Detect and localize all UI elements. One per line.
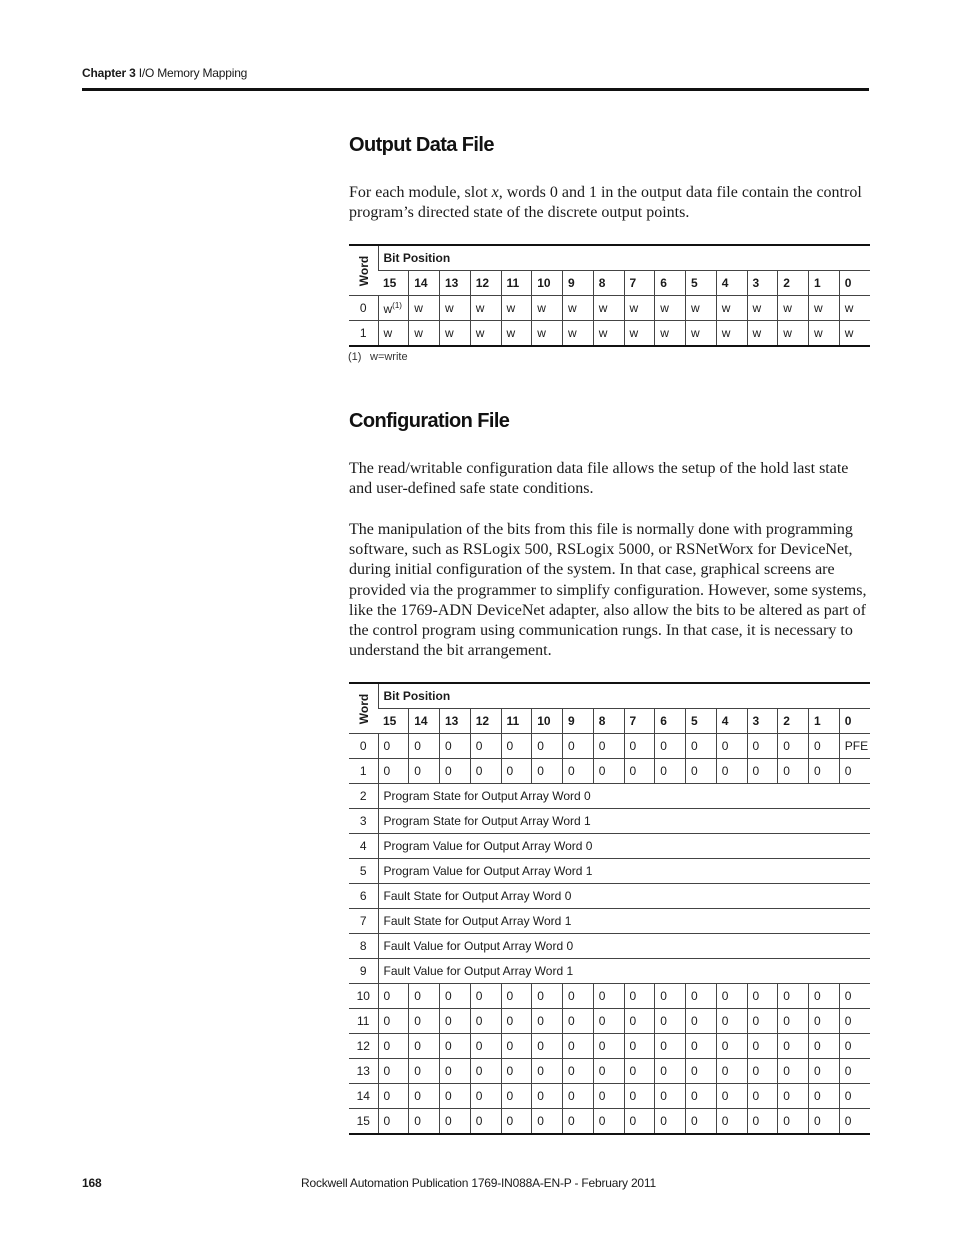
- table-row: [349, 809, 870, 834]
- bit-cell: w: [809, 296, 840, 321]
- bit-cell: 0: [747, 1109, 778, 1135]
- bit-cell: 0: [624, 1009, 655, 1034]
- bit-cell: 0: [839, 1034, 870, 1059]
- bit-cell: 0: [378, 1009, 409, 1034]
- bit-number-header: 2: [778, 709, 809, 734]
- bit-number-header: 0: [839, 271, 870, 296]
- bit-number-header: 9: [563, 271, 594, 296]
- word-number: 4: [349, 834, 378, 859]
- bit-cell: 0: [532, 734, 563, 759]
- word-number: 2: [349, 784, 378, 809]
- configuration-paragraph-2: The manipulation of the bits from this file is normally done with programming software, such as RSLogix 500, RSLogix 5000, or RSNetWorx for DeviceNet, during initial configuration of the system. In that case, graphical screens are provided via the programmer to simplify configuration. However, some systems, like the 1769-ADN DeviceNet adapter, also allow the bits to be altered as part of the control program using communication rungs. In that case, it is necessary to understand the bit arrangement.: [349, 521, 867, 660]
- bit-cell: 0: [778, 984, 809, 1009]
- bit-number-header: 13: [440, 271, 471, 296]
- bit-cell: 0: [470, 1009, 501, 1034]
- footnote-text: w=write: [370, 351, 408, 363]
- bit-cell: 0: [532, 1034, 563, 1059]
- bit-cell: 0: [716, 734, 747, 759]
- bit-cell: 0: [624, 1084, 655, 1109]
- bit-cell: 0: [778, 759, 809, 784]
- bit-cell: 0: [470, 984, 501, 1009]
- row-description: Fault Value for Output Array Word 0: [378, 934, 870, 959]
- bit-cell: 0: [378, 759, 409, 784]
- table-row: [349, 1059, 870, 1084]
- bit-cell: 0: [624, 734, 655, 759]
- bit-cell: 0: [778, 1034, 809, 1059]
- bit-cell: 0: [716, 1059, 747, 1084]
- bit-cell: 0: [563, 1084, 594, 1109]
- row-description: Program Value for Output Array Word 0: [378, 834, 870, 859]
- bit-cell: 0: [593, 1059, 624, 1084]
- bit-number-header: 6: [655, 709, 686, 734]
- bit-cell: 0: [839, 759, 870, 784]
- bit-number-header: 15: [378, 271, 409, 296]
- bit-number-header: 8: [593, 271, 624, 296]
- bit-cell: 0: [409, 1009, 440, 1034]
- bit-number-header: 10: [532, 271, 563, 296]
- bit-cell: 0: [563, 1034, 594, 1059]
- bit-number-header: 11: [501, 709, 532, 734]
- bit-cell: w: [593, 321, 624, 347]
- bit-cell: 0: [809, 1109, 840, 1135]
- bit-cell: w: [839, 296, 870, 321]
- bit-cell: w: [747, 321, 778, 347]
- bit-cell: w: [716, 321, 747, 347]
- table-row: [349, 834, 870, 859]
- bit-cell: w: [809, 321, 840, 347]
- bit-cell: 0: [532, 1059, 563, 1084]
- bit-number-header: 5: [686, 271, 717, 296]
- bit-cell: 0: [532, 1084, 563, 1109]
- bit-cell: 0: [624, 984, 655, 1009]
- word-number: 0: [349, 296, 378, 321]
- bit-cell: w: [778, 296, 809, 321]
- bit-cell: 0: [593, 1034, 624, 1059]
- bit-cell: w: [686, 296, 717, 321]
- bit-number-header: 15: [378, 709, 409, 734]
- bit-cell: 0: [655, 1084, 686, 1109]
- bit-cell: 0: [501, 734, 532, 759]
- bit-cell: 0: [440, 1009, 471, 1034]
- word-number: 8: [349, 934, 378, 959]
- bit-number-header: 4: [716, 709, 747, 734]
- bit-cell: 0: [532, 1109, 563, 1135]
- bit-number-header: 3: [747, 709, 778, 734]
- bit-cell: 0: [563, 1009, 594, 1034]
- bit-cell: 0: [655, 734, 686, 759]
- word-number: 3: [349, 809, 378, 834]
- bit-number-header: 0: [839, 709, 870, 734]
- chapter-label: Chapter 3: [82, 66, 136, 80]
- bit-cell: 0: [563, 1109, 594, 1135]
- bit-cell: 0: [378, 1059, 409, 1084]
- section-title-configuration-file: Configuration File: [349, 410, 510, 432]
- bit-number-header: 1: [809, 271, 840, 296]
- bit-cell: 0: [409, 1059, 440, 1084]
- bit-cell: 0: [593, 984, 624, 1009]
- bit-position-header: Bit Position: [378, 245, 870, 271]
- bit-cell: w$^{(1)}$: [378, 296, 409, 321]
- bit-cell: 0: [470, 1109, 501, 1135]
- bit-cell: 0: [501, 984, 532, 1009]
- bit-cell: 0: [440, 1034, 471, 1059]
- bit-number-row: [349, 271, 870, 296]
- bit-number-header: 3: [747, 271, 778, 296]
- bit-cell: 0: [501, 1034, 532, 1059]
- bit-cell: 0: [624, 1059, 655, 1084]
- bit-number-header: 4: [716, 271, 747, 296]
- bit-cell: 0: [409, 1084, 440, 1109]
- section-title-output-data-file: Output Data File: [349, 134, 494, 156]
- header-rule: [82, 88, 869, 91]
- bit-cell: w: [378, 321, 409, 347]
- bit-cell: w: [532, 296, 563, 321]
- table-row: [349, 859, 870, 884]
- word-number: 10: [349, 984, 378, 1009]
- bit-cell: 0: [809, 759, 840, 784]
- bit-number-header: 14: [409, 271, 440, 296]
- bit-number-header: 7: [624, 271, 655, 296]
- word-number: 12: [349, 1034, 378, 1059]
- bit-cell: w: [470, 321, 501, 347]
- table-row: [349, 296, 870, 321]
- bit-number-header: 6: [655, 271, 686, 296]
- bit-cell: 0: [747, 1059, 778, 1084]
- word-number: 15: [349, 1109, 378, 1135]
- bit-cell: 0: [839, 1009, 870, 1034]
- bit-cell: 0: [839, 1109, 870, 1135]
- word-number: 11: [349, 1009, 378, 1034]
- bit-cell: 0: [716, 1009, 747, 1034]
- bit-cell: 0: [440, 1084, 471, 1109]
- table-row: [349, 1109, 870, 1135]
- bit-cell: 0: [563, 984, 594, 1009]
- word-number: 1: [349, 759, 378, 784]
- bit-number-header: 10: [532, 709, 563, 734]
- bit-cell: 0: [501, 1059, 532, 1084]
- table-row: [349, 909, 870, 934]
- bit-cell: 0: [686, 1084, 717, 1109]
- output-data-description-end: , words 0 and 1 in the output data file contain the control program’s directed state of the discrete output points.: [349, 184, 862, 222]
- output-data-description-start: For each module, slot: [349, 184, 492, 201]
- bit-cell: 0: [532, 1009, 563, 1034]
- bit-cell: 0: [809, 1034, 840, 1059]
- bit-cell: w: [501, 321, 532, 347]
- bit-cell: 0: [747, 984, 778, 1009]
- output-data-description: [349, 183, 871, 223]
- word-header-label: Word: [357, 255, 372, 286]
- bit-cell: 0: [624, 759, 655, 784]
- bit-cell: 0: [747, 759, 778, 784]
- bit-cell: 0: [716, 1034, 747, 1059]
- bit-cell: 0: [809, 1059, 840, 1084]
- word-number: 5: [349, 859, 378, 884]
- bit-cell: 0: [686, 1109, 717, 1135]
- bit-cell: 0: [593, 759, 624, 784]
- table-row: [349, 321, 870, 347]
- bit-cell: 0: [378, 1109, 409, 1135]
- row-description: Program Value for Output Array Word 1: [378, 859, 870, 884]
- word-number: 14: [349, 1084, 378, 1109]
- bit-cell: 0: [778, 1084, 809, 1109]
- bit-cell: w: [839, 321, 870, 347]
- slot-variable: x: [491, 184, 499, 201]
- bit-cell: 0: [686, 1059, 717, 1084]
- bit-number-header: 2: [778, 271, 809, 296]
- bit-cell: w: [655, 296, 686, 321]
- bit-cell: 0: [686, 984, 717, 1009]
- bit-cell: 0: [501, 1009, 532, 1034]
- bit-cell: 0: [409, 1109, 440, 1135]
- bit-cell: 0: [778, 1109, 809, 1135]
- bit-cell: 0: [839, 984, 870, 1009]
- bit-number-header: 11: [501, 271, 532, 296]
- bit-cell: w: [716, 296, 747, 321]
- bit-cell: 0: [809, 1084, 840, 1109]
- bit-number-header: 7: [624, 709, 655, 734]
- bit-cell: 0: [809, 734, 840, 759]
- word-number: 1: [349, 321, 378, 347]
- bit-cell: w: [501, 296, 532, 321]
- bit-cell: 0: [470, 734, 501, 759]
- bit-cell: 0: [624, 1034, 655, 1059]
- bit-cell: 0: [655, 984, 686, 1009]
- bit-cell: 0: [593, 1084, 624, 1109]
- table-row: [349, 1009, 870, 1034]
- word-number: 9: [349, 959, 378, 984]
- word-number: 6: [349, 884, 378, 909]
- bit-number-header: 9: [563, 709, 594, 734]
- bit-cell: 0: [409, 734, 440, 759]
- bit-cell: 0: [716, 1109, 747, 1135]
- bit-cell: 0: [716, 984, 747, 1009]
- footnote-number: (1): [348, 351, 362, 363]
- bit-cell: 0: [440, 1109, 471, 1135]
- bit-cell: 0: [809, 984, 840, 1009]
- table-row: [349, 1084, 870, 1109]
- bit-cell: 0: [563, 734, 594, 759]
- bit-cell: 0: [778, 1059, 809, 1084]
- bit-cell: w: [593, 296, 624, 321]
- bit-cell: 0: [409, 984, 440, 1009]
- bit-number-header: 12: [470, 271, 501, 296]
- bit-cell: 0: [532, 759, 563, 784]
- bit-cell: 0: [378, 734, 409, 759]
- row-description: Program State for Output Array Word 0: [378, 784, 870, 809]
- bit-cell: 0: [686, 734, 717, 759]
- bit-cell: w: [563, 321, 594, 347]
- bit-cell: w: [409, 296, 440, 321]
- bit-cell: w: [409, 321, 440, 347]
- footnote-reference: (1): [392, 300, 402, 310]
- table-row: [349, 759, 870, 784]
- bit-cell: 0: [593, 1109, 624, 1135]
- header-row: [349, 245, 870, 271]
- bit-cell: 0: [686, 759, 717, 784]
- bit-cell: w: [440, 296, 471, 321]
- bit-cell: 0: [409, 1034, 440, 1059]
- bit-cell: 0: [470, 759, 501, 784]
- bit-cell: w: [747, 296, 778, 321]
- bit-cell: 0: [686, 1009, 717, 1034]
- row-description: Fault State for Output Array Word 0: [378, 884, 870, 909]
- bit-cell: 0: [378, 1034, 409, 1059]
- bit-cell: 0: [470, 1084, 501, 1109]
- bit-cell: 0: [655, 1009, 686, 1034]
- bit-cell: w: [778, 321, 809, 347]
- bit-cell: 0: [440, 984, 471, 1009]
- bit-cell: 0: [747, 1034, 778, 1059]
- word-column-header: [349, 683, 378, 734]
- bit-cell: 0: [747, 1084, 778, 1109]
- word-number: 7: [349, 909, 378, 934]
- table-row: [349, 934, 870, 959]
- chapter-title: I/O Memory Mapping: [138, 66, 248, 80]
- table-row: [349, 884, 870, 909]
- bit-cell: 0: [655, 1059, 686, 1084]
- bit-cell: w: [624, 296, 655, 321]
- bit-cell: 0: [593, 1009, 624, 1034]
- word-header-label: Word: [357, 693, 372, 724]
- bit-cell: 0: [655, 1034, 686, 1059]
- bit-cell: 0: [378, 1084, 409, 1109]
- bit-cell: w: [655, 321, 686, 347]
- bit-cell: 0: [501, 759, 532, 784]
- bit-cell: 0: [716, 759, 747, 784]
- output-data-table: [349, 244, 870, 347]
- bit-number-row: [349, 709, 870, 734]
- bit-cell: w: [686, 321, 717, 347]
- publication-info: Rockwell Automation Publication 1769-IN088A-EN-P - February 2011: [301, 1176, 656, 1190]
- bit-cell: 0: [501, 1109, 532, 1135]
- table-row: [349, 734, 870, 759]
- row-description: Fault Value for Output Array Word 1: [378, 959, 870, 984]
- bit-cell: 0: [839, 1059, 870, 1084]
- bit-cell: w: [532, 321, 563, 347]
- bit-cell: 0: [563, 1059, 594, 1084]
- configuration-data-table: [349, 682, 870, 1135]
- bit-number-header: 13: [440, 709, 471, 734]
- bit-cell: w: [624, 321, 655, 347]
- bit-cell: 0: [778, 1009, 809, 1034]
- page-header: [82, 66, 868, 80]
- bit-position-header: Bit Position: [378, 683, 870, 709]
- table-row: [349, 1034, 870, 1059]
- bit-cell: w: [470, 296, 501, 321]
- bit-cell: 0: [378, 984, 409, 1009]
- bit-cell: 0: [593, 734, 624, 759]
- bit-cell: 0: [470, 1059, 501, 1084]
- bit-cell: 0: [563, 759, 594, 784]
- row-description: Program State for Output Array Word 1: [378, 809, 870, 834]
- bit-cell: 0: [532, 984, 563, 1009]
- bit-cell: 0: [809, 1009, 840, 1034]
- word-number: 0: [349, 734, 378, 759]
- page-number: 168: [82, 1176, 102, 1190]
- word-column-header: [349, 245, 378, 296]
- configuration-paragraph-1: The read/writable configuration data file allows the setup of the hold last state and user-defined safe state conditions.: [349, 460, 849, 498]
- header-row: [349, 683, 870, 709]
- bit-cell: 0: [440, 734, 471, 759]
- bit-cell: 0: [624, 1109, 655, 1135]
- bit-cell: w: [440, 321, 471, 347]
- bit-cell: 0: [655, 1109, 686, 1135]
- bit-number-header: 14: [409, 709, 440, 734]
- bit-number-header: 12: [470, 709, 501, 734]
- bit-number-header: 5: [686, 709, 717, 734]
- bit-cell: 0: [686, 1034, 717, 1059]
- word-number: 13: [349, 1059, 378, 1084]
- bit-cell: 0: [747, 1009, 778, 1034]
- row-description: Fault State for Output Array Word 1: [378, 909, 870, 934]
- bit-cell: 0: [440, 759, 471, 784]
- bit-cell: 0: [409, 759, 440, 784]
- bit-cell: 0: [839, 1084, 870, 1109]
- table-footnote: [348, 351, 408, 363]
- bit-cell: w: [563, 296, 594, 321]
- bit-cell: 0: [440, 1059, 471, 1084]
- bit-number-header: 1: [809, 709, 840, 734]
- bit-cell: 0: [655, 759, 686, 784]
- bit-cell: 0: [778, 734, 809, 759]
- table-row: [349, 984, 870, 1009]
- bit-cell: 0: [747, 734, 778, 759]
- table-row: [349, 959, 870, 984]
- bit-number-header: 8: [593, 709, 624, 734]
- bit-cell: 0: [470, 1034, 501, 1059]
- table-row: [349, 784, 870, 809]
- bit-cell: 0: [501, 1084, 532, 1109]
- bit-cell: 0: [716, 1084, 747, 1109]
- bit-cell: PFE: [839, 734, 870, 759]
